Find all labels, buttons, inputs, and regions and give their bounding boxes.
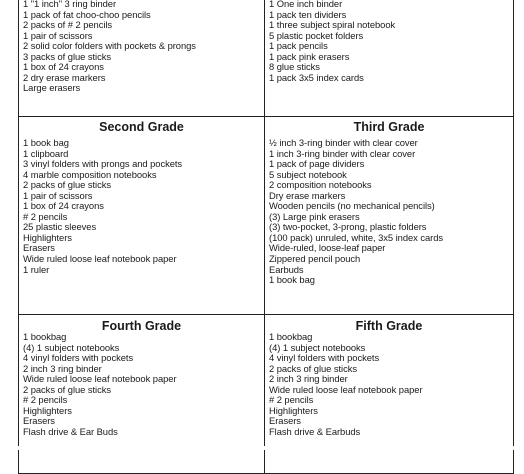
list-item: 25 plastic sleeves (23, 221, 97, 233)
list-item: 1 pair of scissors (23, 29, 93, 41)
list-item: Large erasers (23, 82, 81, 94)
first-grade-cell (264, 0, 514, 117)
list-item: 2 dry erase markers (23, 71, 106, 83)
list-item: 1 pack pink erasers (269, 50, 350, 62)
second-grade-cell (18, 116, 265, 315)
list-item: Erasers (23, 242, 55, 254)
list-item: 2 inch 3 ring binder (269, 373, 348, 385)
list-item: 3 packs of glue sticks (23, 50, 112, 62)
list-item: Erasers (269, 415, 301, 427)
second-grade-supply-list (23, 138, 260, 275)
list-item: 5 plastic pocket folders (269, 29, 364, 41)
list-item: (4) 1 subject notebooks (23, 341, 120, 353)
second-grade-title: Second Grade (99, 120, 184, 134)
list-item: 1 bookbag (23, 331, 67, 342)
third-grade-title: Third Grade (353, 120, 425, 134)
list-item: 4 marble composition notebooks (23, 168, 157, 180)
list-item: 1 pack of page dividers (269, 158, 365, 170)
list-item: 4 vinyl folders with pockets (269, 352, 380, 364)
kindergarten-cell (18, 0, 265, 117)
list-item: 1 ruler (23, 263, 50, 275)
list-item: 1 bookbag (269, 331, 313, 342)
list-item: 2 inch 3 ring binder (23, 362, 102, 374)
list-item: 1 One inch binder (269, 0, 343, 9)
list-item: Dry erase markers (269, 189, 346, 201)
list-item: Wide ruled loose leaf notebook paper (23, 373, 177, 385)
list-item: (100 pack) unruled, white, 3x5 index cards (269, 231, 444, 243)
list-item: (3) Large pink erasers (269, 210, 360, 222)
list-item: 1 pair of scissors (23, 189, 93, 201)
list-item: 1 pack pencils (269, 40, 328, 52)
third-grade-supply-list (269, 138, 509, 286)
list-item: ½ inch 3-ring binder with clear cover (269, 137, 418, 148)
fourth-grade-title: Fourth Grade (101, 319, 182, 333)
list-item: 1 pack of fat choo-choo pencils (23, 8, 151, 20)
list-item: 2 packs of glue sticks (23, 179, 112, 191)
list-item: 1 book bag (269, 274, 315, 286)
list-item: # 2 pencils (23, 210, 68, 222)
list-item: Highlighters (23, 231, 72, 243)
page-bottom-edge (0, 446, 524, 450)
list-item: Wooden pencils (no mechanical pencils) (269, 200, 435, 212)
list-item: Flash drive & Ear Buds (23, 425, 118, 437)
list-item: 1 "1 inch" 3 ring binder (23, 0, 117, 9)
list-item: 2 packs of glue sticks (23, 383, 112, 395)
list-item: Zippered pencil pouch (269, 253, 361, 265)
list-item: 1 pack ten dividers (269, 8, 347, 20)
list-item: (3) two-pocket, 3-prong, plastic folders (269, 221, 427, 233)
list-item: 1 box of 24 crayons (23, 61, 104, 73)
list-item: Highlighters (269, 404, 318, 416)
list-item: Earbuds (269, 263, 304, 275)
list-item: # 2 pencils (23, 394, 68, 406)
list-item: 1 inch 3-ring binder with clear cover (269, 147, 416, 159)
list-item: 1 pack 3x5 index cards (269, 71, 364, 83)
list-item: 8 glue sticks (269, 61, 320, 73)
fifth-grade-title: Fifth Grade (355, 319, 423, 333)
third-grade-cell (264, 116, 514, 315)
list-item: 1 three subject spiral notebook (269, 19, 396, 31)
list-item: Erasers (23, 415, 55, 427)
list-item: 2 solid color folders with pockets & prongs (23, 40, 196, 52)
list-item: 3 vinyl folders with prongs and pockets (23, 158, 183, 170)
list-item: # 2 pencils (269, 394, 314, 406)
list-item: 1 book bag (23, 137, 69, 148)
list-item: 2 packs of # 2 pencils (23, 19, 113, 31)
list-item: Highlighters (23, 404, 72, 416)
fifth-grade-cell (264, 314, 514, 474)
list-item: Flash drive & Earbuds (269, 425, 361, 437)
list-item: (4) 1 subject notebooks (269, 341, 366, 353)
list-item: 5 subject notebook (269, 168, 347, 180)
list-item: Wide ruled loose leaf notebook paper (23, 253, 177, 265)
fourth-grade-supply-list (23, 332, 260, 437)
list-item: 2 packs of glue sticks (269, 362, 358, 374)
first-grade-supply-list (269, 0, 509, 83)
fifth-grade-supply-list (269, 332, 509, 437)
list-item: 1 box of 24 crayons (23, 200, 104, 212)
list-item: Wide-ruled, loose-leaf paper (269, 242, 386, 254)
kindergarten-supply-list (23, 0, 260, 94)
fourth-grade-cell (18, 314, 265, 474)
list-item: 4 vinyl folders with pockets (23, 352, 134, 364)
list-item: Wide ruled loose leaf notebook paper (269, 383, 423, 395)
list-item: 2 composition notebooks (269, 179, 372, 191)
list-item: 1 clipboard (23, 147, 69, 159)
